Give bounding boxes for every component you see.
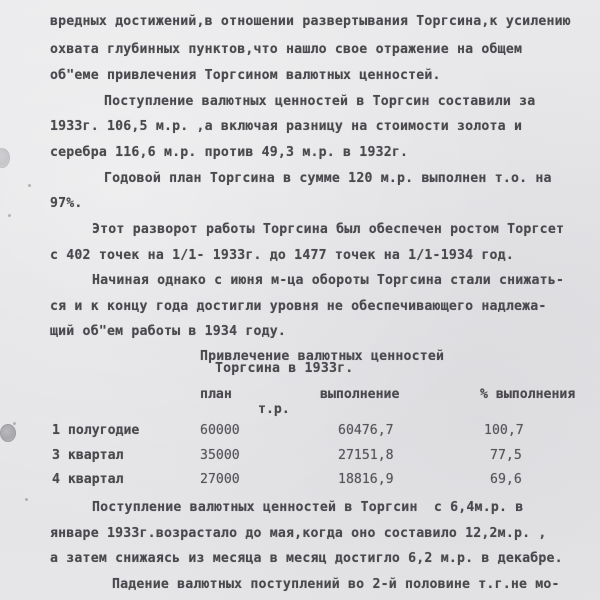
table-row-plan: 60000 <box>200 423 240 438</box>
table-row-done: 18816,9 <box>338 472 394 487</box>
text-line: Годовой план Торгсина в сумме 120 м.р. выполнен т.о. на <box>104 171 552 186</box>
text-line: охвата глубинных пунктов,что нашло свое отражение на общем <box>50 42 523 57</box>
paper-speck <box>25 498 28 501</box>
table-row-done: 27151,8 <box>338 448 394 463</box>
table-row-percent: 69,6 <box>490 472 522 487</box>
punch-hole-mark <box>0 424 16 442</box>
text-line: щий об"ем работы в 1934 году. <box>50 324 287 339</box>
table-row-percent: 100,7 <box>484 423 524 438</box>
punch-hole-mark <box>0 148 10 168</box>
text-line: январе 1933г.возрастало до мая,когда оно составило 12,2м.р. , <box>50 526 547 541</box>
text-line: Поступление валютных ценностей в Торгсин составили за <box>104 94 536 109</box>
text-line: об"еме привлечения Торгсином валютных ценностей. <box>50 68 441 83</box>
table-row-plan: 35000 <box>200 448 240 463</box>
table-title: Привлечение валютных ценностей <box>200 349 445 364</box>
paper-speck <box>13 422 16 425</box>
table-row-period: 4 квартал <box>52 472 124 487</box>
unit-label: т.р. <box>258 402 290 417</box>
text-line: Начиная однако с июня м-ца обороты Торгсина стали снижать- <box>92 273 565 288</box>
text-line: ся и к концу года достигли уровня не обеспечивающего надлежа- <box>50 299 547 314</box>
text-line: Падение валютных поступлений во 2-й половине т.г.не мо- <box>112 577 560 592</box>
column-header-percent: % выполнения <box>480 387 576 402</box>
column-header-plan: план <box>200 387 232 402</box>
table-subtitle: Торгсина в 1933г. <box>215 361 354 376</box>
paper-speck <box>28 184 31 187</box>
column-header-done: выполнение <box>320 387 400 402</box>
text-line: серебра 116,6 м.р. против 49,3 м.р. в 1932г. <box>50 145 409 160</box>
table-row-plan: 27000 <box>200 472 240 487</box>
text-line: с 402 точек на 1/1- 1933г. до 1477 точек на 1/1-1934 год. <box>50 248 514 263</box>
text-line: 1933г. 106,5 м.р. ,а включая разницу на стоимости золота и <box>50 119 523 134</box>
table-row-done: 60476,7 <box>338 423 394 438</box>
table-row-period: 1 полугодие <box>52 423 140 438</box>
table-row-percent: 77,5 <box>490 448 522 463</box>
text-line: а затем снижаясь из месяца в месяц достигло 6,2 м.р. в декабре. <box>50 551 563 566</box>
text-line: Поступление валютных ценностей в Торгсин с 6,4м.р. в <box>92 500 524 515</box>
text-line: Этот разворот работы Торгсина был обеспечен ростом Торгсет <box>92 222 565 237</box>
text-line: 97%. <box>50 196 83 211</box>
table-row-period: 3 квартал <box>52 448 124 463</box>
paper-speck <box>8 214 11 217</box>
text-line: вредных достижений,в отношении развертывания Торгсина,к усилению <box>50 14 571 29</box>
